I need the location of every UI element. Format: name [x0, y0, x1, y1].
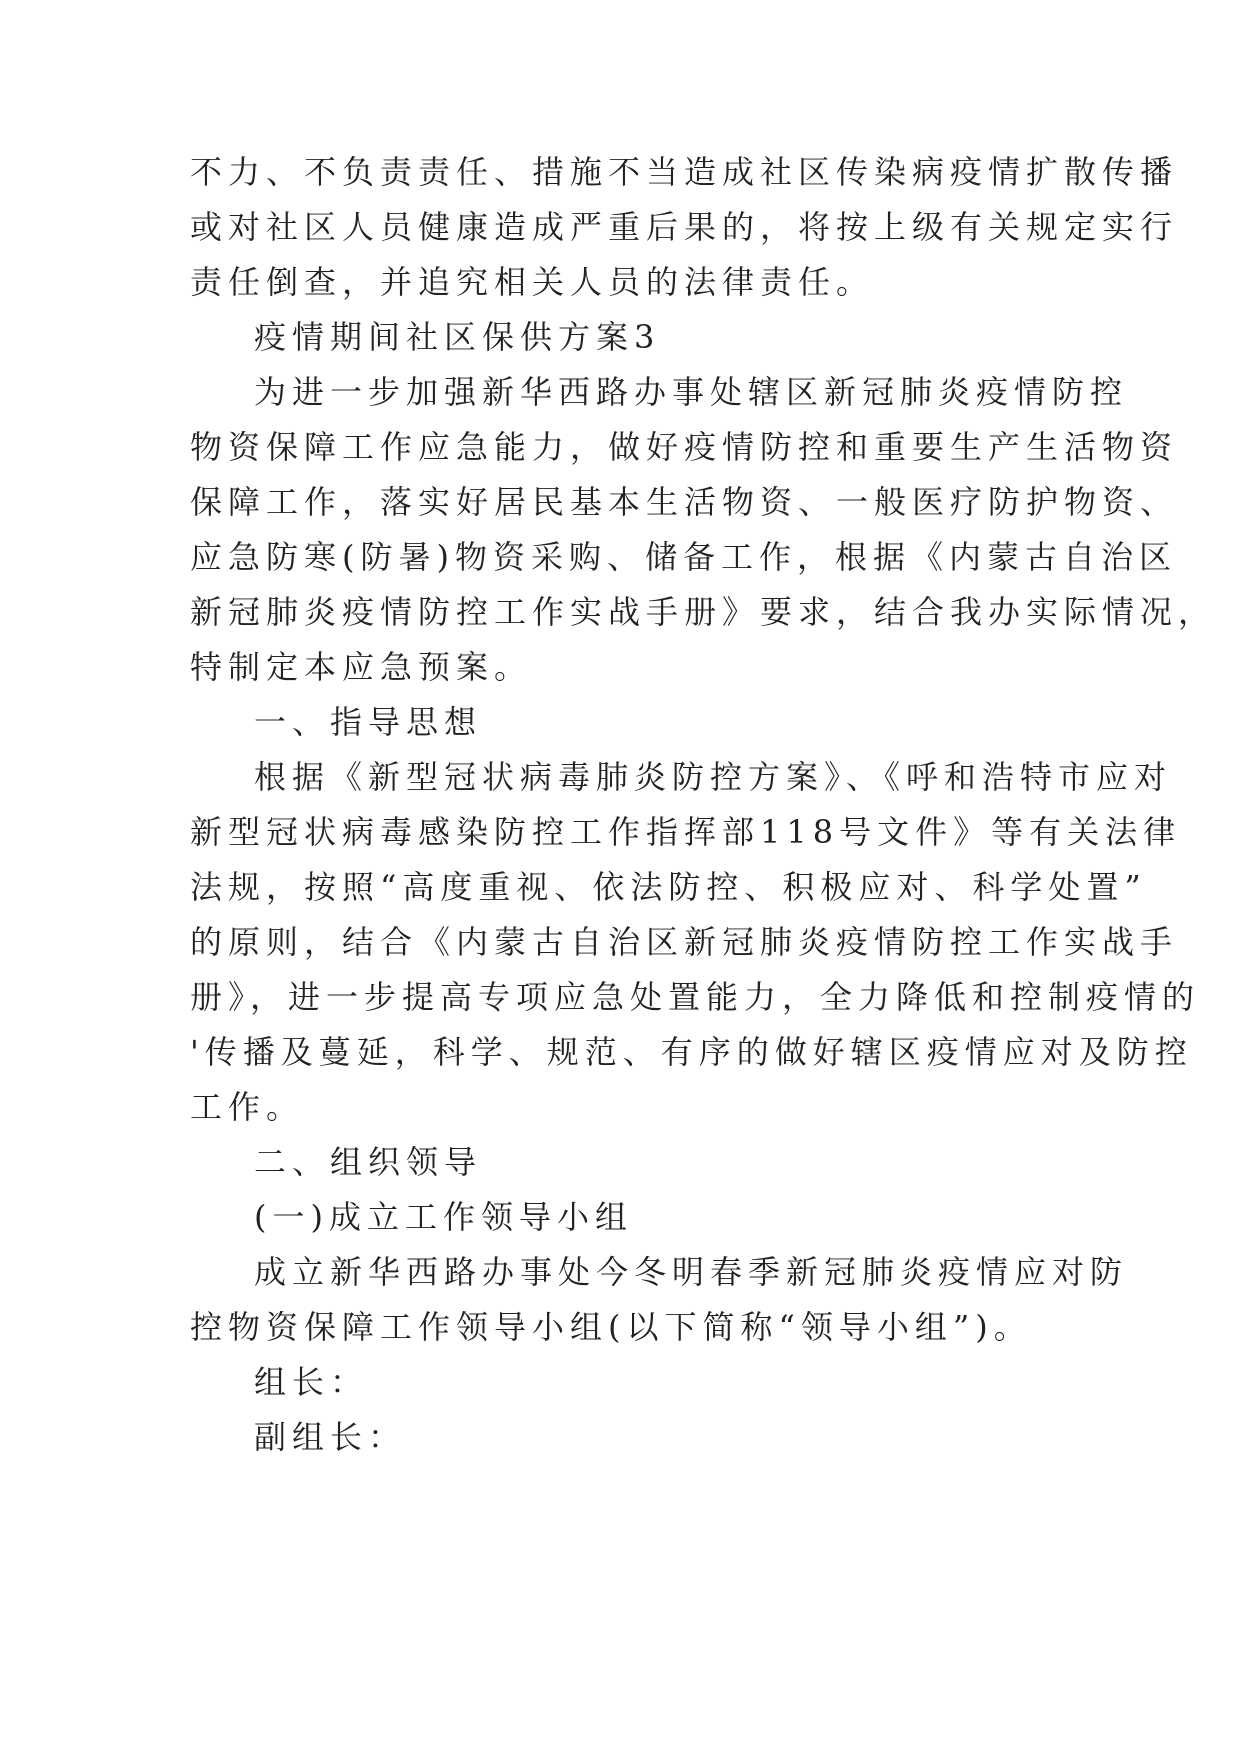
- paragraph-line: 成立新华西路办事处今冬明春季新冠肺炎疫情应对防: [254, 1253, 1129, 1291]
- heading-1: 一、指导思想: [254, 703, 483, 741]
- subheading: (一)成立工作领导小组: [254, 1198, 633, 1236]
- paragraph-line: 特制定本应急预案。: [190, 648, 533, 686]
- paragraph-line: 法规，按照“高度重视、依法防控、积极应对、科学处置”: [190, 868, 1147, 906]
- paragraph-line: 的原则，结合《内蒙古自治区新冠肺炎疫情防控工作实战手: [190, 923, 1179, 961]
- paragraph-line: 应急防寒(防暑)物资采购、储备工作，根据《内蒙古自治区: [190, 538, 1177, 576]
- paragraph-line: 为进一步加强新华西路办事处辖区新冠肺炎疫情防控: [254, 373, 1129, 411]
- deputy-leader-label: 副组长：: [254, 1418, 407, 1456]
- paragraph-line: 新冠肺炎疫情防控工作实战手册》要求，结合我办实际情况，: [190, 593, 1217, 631]
- paragraph-line: 新型冠状病毒感染防控工作指挥部118号文件》等有关法律: [190, 813, 1182, 851]
- paragraph-line: '传播及蔓延，科学、规范、有序的做好辖区疫情应对及防控: [190, 1033, 1193, 1071]
- heading-2: 二、组织领导: [254, 1143, 483, 1181]
- paragraph-line: 不力、不负责责任、措施不当造成社区传染病疫情扩散传播: [190, 153, 1179, 191]
- paragraph-line: 或对社区人员健康造成严重后果的，将按上级有关规定实行: [190, 208, 1179, 246]
- leader-label: 组长：: [254, 1363, 369, 1401]
- paragraph-line: 保障工作，落实好居民基本生活物资、一般医疗防护物资、: [190, 483, 1179, 521]
- paragraph-line: 物资保障工作应急能力，做好疫情防控和重要生产生活物资: [190, 428, 1179, 466]
- paragraph-line: 根据《新型冠状病毒肺炎防控方案》、《呼和浩特市应对: [254, 758, 1173, 796]
- paragraph-line: 工作。: [190, 1088, 305, 1126]
- section-title: 疫情期间社区保供方案3: [254, 318, 661, 356]
- paragraph-line: 控物资保障工作领导小组(以下简称“领导小组”)。: [190, 1308, 1032, 1346]
- paragraph-line: 册》，进一步提高专项应急处置能力，全力降低和控制疫情的: [190, 978, 1201, 1016]
- paragraph-line: 责任倒查，并追究相关人员的法律责任。: [190, 263, 875, 301]
